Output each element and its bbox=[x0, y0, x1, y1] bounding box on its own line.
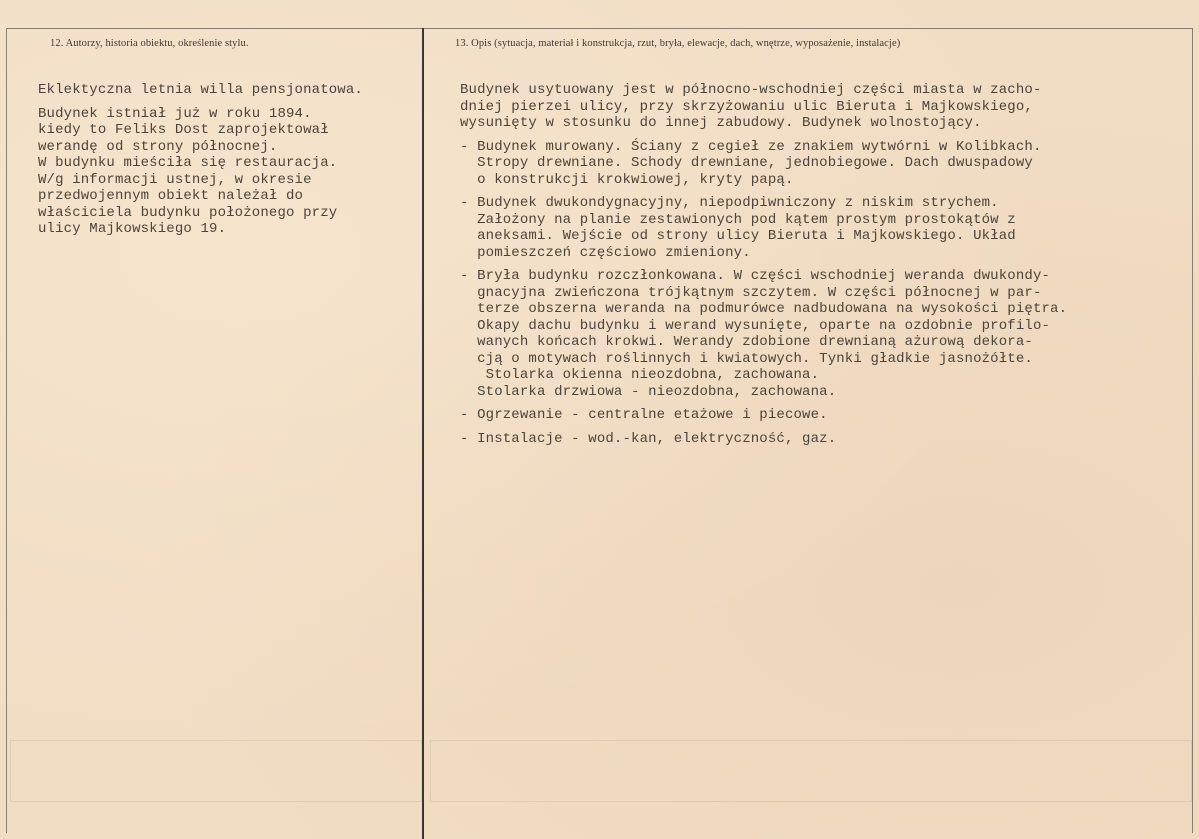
typed-line: - Budynek murowany. Ściany z cegieł ze znakiem wytwórni w Kolibkach. bbox=[460, 138, 1042, 155]
field-13-caption: 13. Opis (sytuacja, materiał i konstrukcja, rzut, bryła, elewacje, dach, wnętrze, wyposażenie, instalacje) bbox=[455, 38, 901, 49]
field-12-caption: 12. Autorzy, historia obiektu, określenie stylu. bbox=[50, 38, 249, 49]
field-12-typed-text bbox=[38, 82, 363, 238]
paragraph-gap bbox=[460, 400, 1067, 407]
typed-line: właściciela budynku położonego przy bbox=[38, 204, 338, 221]
typed-line: o konstrukcji krokwiowej, kryty papą. bbox=[460, 171, 794, 188]
typed-line: Okapy dachu budynku i werand wysunięte, oparte na ozdobnie profilo- bbox=[460, 317, 1051, 334]
typed-line: pomieszczeń częściowo zmieniony. bbox=[460, 244, 751, 261]
typed-line: werandę od strony północnej. bbox=[38, 138, 278, 155]
bleed-through-box bbox=[10, 740, 422, 802]
typed-line: aneksami. Wejście od strony ulicy Bieruta i Majkowskiego. Układ bbox=[460, 228, 1016, 244]
column-divider bbox=[422, 28, 424, 839]
typed-line: - Bryła budynku rozczłonkowana. W części wschodniej weranda dwukondy- bbox=[460, 268, 1051, 284]
typed-line: terze obszerna weranda na podmurówce nadbudowana na wysokości piętra. bbox=[460, 301, 1068, 317]
typed-line: gnacyjna zwieńczona trójkątnym szczytem. W części północnej w par- bbox=[460, 284, 1042, 301]
typed-line: przedwojennym obiekt należał do bbox=[38, 188, 304, 204]
paragraph-gap bbox=[460, 261, 1067, 268]
form-right-border bbox=[1192, 28, 1193, 833]
typed-line: cją o motywach roślinnych i kwiatowych. Tynki gładkie jasnożółte. bbox=[460, 350, 1033, 367]
typed-line: dniej pierzei ulicy, przy skrzyżowaniu ulic Bieruta i Majkowskiego, bbox=[460, 98, 1033, 115]
typed-line: ulicy Majkowskiego 19. bbox=[38, 221, 227, 237]
typed-line: wysunięty w stosunku do innej zabudowy. Budynek wolnostojący. bbox=[460, 115, 982, 131]
typed-line: W budynku mieściła się restauracja. bbox=[38, 155, 338, 171]
form-left-border bbox=[6, 28, 7, 833]
form-top-border bbox=[6, 28, 1193, 29]
typed-line: Eklektyczna letnia willa pensjonatowa. bbox=[38, 82, 363, 98]
typed-line: - Budynek dwukondygnacyjny, niepodpiwniczony z niskim strychem. bbox=[460, 195, 999, 211]
paragraph-gap bbox=[460, 188, 1067, 195]
typed-line: Budynek usytuowany jest w północno-wschodniej części miasta w zacho- bbox=[460, 82, 1042, 98]
typed-line: - Instalacje - wod.-kan, elektryczność, gaz. bbox=[460, 430, 837, 447]
paragraph-gap bbox=[38, 99, 363, 106]
typed-line: wanych końcach krokwi. Werandy zdobione drewnianą ażurową dekora- bbox=[460, 334, 1033, 350]
paragraph-gap bbox=[460, 424, 1067, 431]
typed-line: Budynek istniał już w roku 1894. bbox=[38, 105, 312, 122]
typed-line: Stropy drewniane. Schody drewniane, jednobiegowe. Dach dwuspadowy bbox=[460, 155, 1033, 171]
typed-line: - Ogrzewanie - centralne etażowe i piecowe. bbox=[460, 407, 828, 423]
typed-line: Stolarka drzwiowa - nieozdobna, zachowana. bbox=[460, 383, 837, 400]
typed-line: Założony na planie zestawionych pod kątem prostym prostokątów z bbox=[460, 211, 1016, 228]
typed-line: Stolarka okienna nieozdobna, zachowana. bbox=[460, 367, 820, 383]
typed-line: kiedy to Feliks Dost zaprojektował bbox=[38, 122, 329, 138]
paragraph-gap bbox=[460, 132, 1067, 139]
bleed-through-box bbox=[430, 740, 1192, 802]
typed-line: W/g informacji ustnej, w okresie bbox=[38, 171, 312, 188]
field-13-typed-text bbox=[460, 82, 1067, 447]
